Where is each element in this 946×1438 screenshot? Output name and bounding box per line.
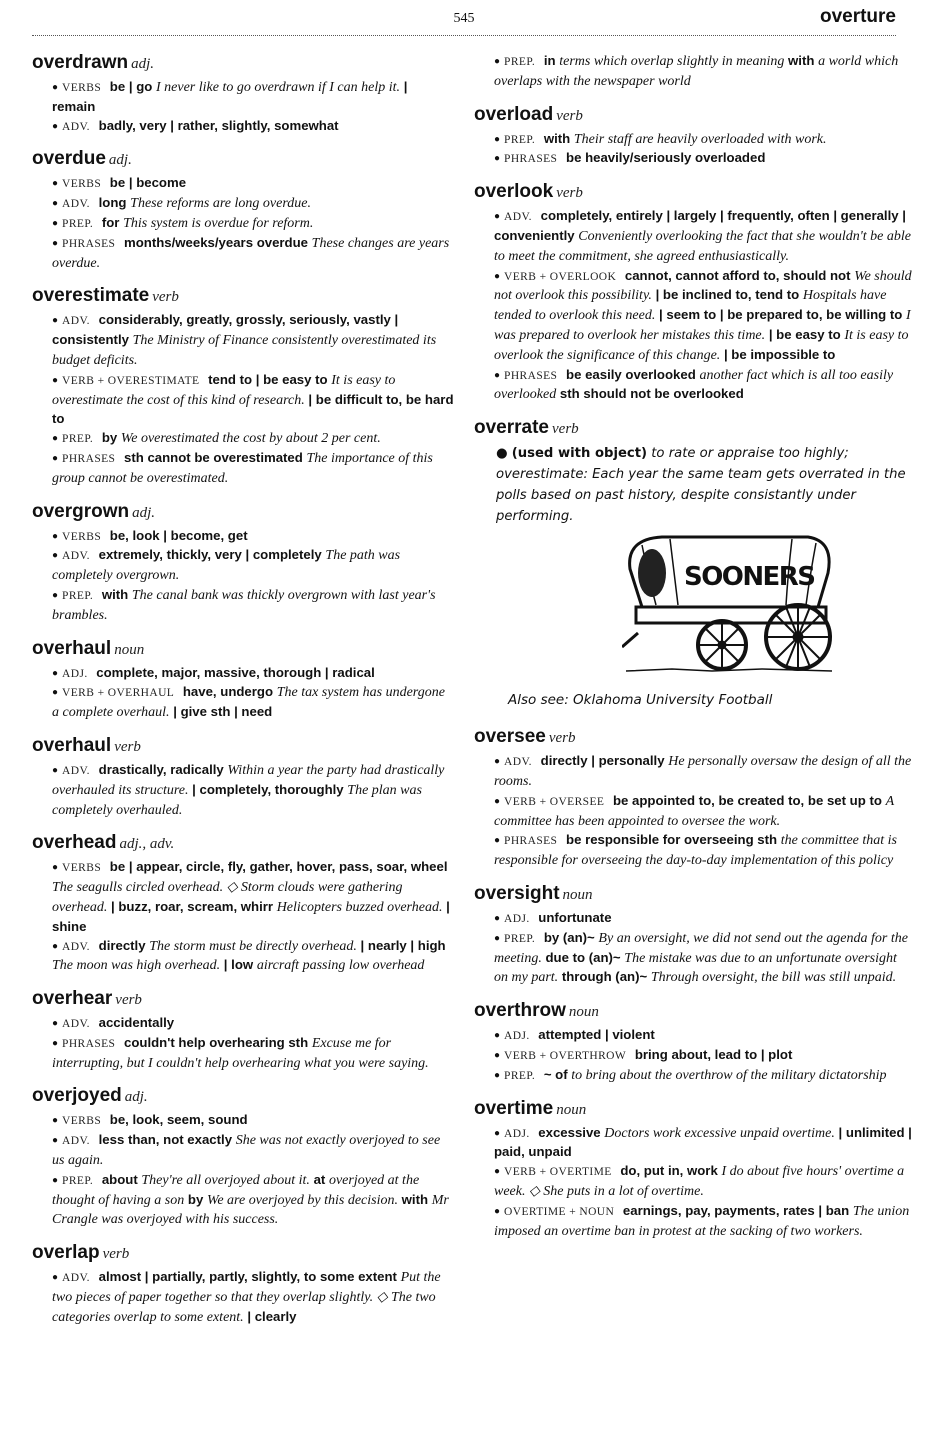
sense: [32, 546, 454, 586]
entry-overdrawn: [32, 52, 454, 136]
entry-continued: [474, 52, 912, 92]
bullet: ●: [494, 756, 501, 768]
bullet: ●: [52, 1135, 59, 1147]
bullet: ●: [494, 153, 501, 165]
grammar-label: VERB + OVERTIME: [504, 1166, 612, 1179]
bullet: ●: [52, 667, 59, 679]
example: to bring about the overthrow of the military dictatorship: [571, 1067, 887, 1083]
sense: [32, 311, 454, 370]
grammar-label: ADJ.: [62, 667, 88, 680]
part-of-speech: verb: [548, 730, 576, 747]
sense: [474, 1162, 912, 1202]
collocation: accidentally: [98, 1015, 175, 1031]
entry-overhaul: [32, 638, 454, 723]
grammar-label: ADV.: [62, 198, 90, 211]
headword: overtime: [474, 1097, 554, 1119]
grammar-label: ADV.: [62, 940, 90, 953]
collocation: | unlimited | paid, unpaid: [494, 1124, 912, 1160]
grammar-label: ADJ.: [504, 1127, 530, 1140]
collocation: less than, not exactly: [98, 1132, 233, 1148]
grammar-label: PREP.: [62, 589, 94, 602]
sense: [474, 267, 912, 366]
sense: [32, 664, 454, 684]
part-of-speech: noun: [562, 886, 593, 903]
entry-overload: [474, 104, 912, 170]
sense: [32, 858, 454, 936]
grammar-label: ADV.: [504, 211, 532, 224]
collocation: do, put in, work: [620, 1163, 718, 1179]
rear-wheel: [766, 605, 830, 669]
grammar-label: VERBS: [62, 82, 102, 94]
headword: overhaul: [32, 637, 112, 659]
bullet: ●: [494, 1030, 501, 1042]
part-of-speech: adj.: [131, 56, 155, 72]
sense: [474, 752, 912, 792]
collocation: by: [187, 1191, 204, 1207]
usage-label: (used with object): [511, 446, 648, 462]
grammar-label: PREP.: [504, 56, 536, 68]
sense: [32, 1014, 454, 1034]
bullet: ●: [52, 217, 59, 229]
example: Through oversight, the bill was still unpaid.: [650, 970, 897, 986]
example: Put the two pieces of paper together so that they overlap slightly. ◇ The two categories overlap to some extent.: [52, 1270, 441, 1325]
example: I was prepared to overlook her mistakes this time.: [494, 308, 911, 343]
bullet: ●: [52, 687, 59, 699]
example: Conveniently overlooking the fact that she wouldn't be able to meet the commitment, she agreed enthusiastically.: [494, 228, 911, 264]
collocation: through (an)~: [561, 969, 648, 985]
sense: [32, 761, 454, 820]
sense: [32, 214, 454, 234]
collocation: by: [101, 430, 118, 446]
example: We overestimated the cost by about 2 per cent.: [120, 431, 381, 447]
sense: [474, 831, 912, 871]
grammar-label: PREP.: [504, 1069, 536, 1082]
bullet: ●: [52, 862, 59, 874]
sense: [474, 792, 912, 832]
sense: [32, 194, 454, 214]
collocation: at: [313, 1171, 326, 1187]
sense: [32, 683, 454, 723]
entry-oversee: [474, 726, 912, 871]
page-number: 545: [453, 11, 475, 26]
collocation: | remain: [52, 79, 408, 114]
front-wheel: [698, 621, 746, 669]
collocation: have, undergo: [182, 684, 274, 700]
grammar-label: ADV.: [62, 315, 90, 328]
grammar-label: VERB + OVERTHROW: [504, 1049, 627, 1062]
sense: [32, 371, 454, 429]
bullet: ●: [494, 835, 501, 847]
collocation: couldn't help overhearing sth: [124, 1034, 309, 1050]
grammar-label: PREP.: [504, 133, 536, 146]
sense: [32, 174, 454, 194]
sense: [474, 130, 912, 150]
headword: overestimate: [32, 285, 150, 307]
collocation: | nearly | high: [360, 937, 446, 953]
example: The union imposed an overtime ban in protest at the sacking of two workers.: [494, 1203, 910, 1239]
collocation: by (an)~: [543, 929, 595, 945]
grammar-label: VERBS: [62, 178, 102, 191]
collocation: | shine: [52, 898, 450, 934]
collocation: | be impossible to: [723, 346, 836, 362]
grammar-label: PREP.: [62, 1174, 94, 1187]
sense: [32, 937, 454, 977]
bullet: ●: [52, 198, 59, 210]
bullet: ●: [52, 1272, 59, 1284]
also-see-note: Also see: Oklahoma University Football: [508, 692, 773, 709]
grammar-label: OVERTIME + NOUN: [504, 1205, 615, 1218]
headword: overload: [474, 103, 554, 125]
collocation: almost | partially, partly, slightly, to some extent: [98, 1269, 397, 1285]
collocation: extremely, thickly, very | completely: [98, 547, 322, 563]
example: The tax system has undergone a complete overhaul.: [52, 685, 445, 721]
sense: [32, 1268, 454, 1327]
headword: overthrow: [474, 1000, 566, 1022]
grammar-label: PREP.: [504, 932, 536, 945]
entry-oversight: [474, 883, 912, 988]
example: We should not overlook this possibility.: [494, 268, 912, 304]
grammar-label: VERB + OVERHAUL: [62, 687, 175, 700]
part-of-speech: verb: [114, 738, 141, 755]
example: Their staff are heavily overloaded with work.: [573, 131, 827, 147]
sense: [474, 1066, 912, 1086]
sense: [32, 586, 454, 626]
definition: [474, 443, 912, 527]
grammar-label: ADV.: [62, 764, 90, 777]
grammar-label: ADV.: [62, 1272, 90, 1285]
collocation: | be easy to: [768, 326, 841, 342]
headword: overdrawn: [32, 52, 129, 73]
bullet: ●: [52, 433, 59, 445]
bullet: ●: [494, 1127, 501, 1139]
collocation: about: [101, 1171, 138, 1187]
bullet: ●: [52, 178, 59, 190]
sense: [32, 1111, 454, 1131]
sense: [474, 1124, 912, 1163]
grammar-label: PHRASES: [62, 237, 116, 250]
sense: [474, 929, 912, 988]
sense: [474, 52, 912, 92]
collocation: bring about, lead to | plot: [634, 1046, 793, 1062]
entry-overjoyed: [32, 1085, 454, 1230]
grammar-label: PHRASES: [62, 1037, 116, 1050]
example: The path was completely overgrown.: [52, 548, 401, 584]
sense: [32, 1171, 454, 1230]
example: The mistake was due to an unfortunate oversight on my part.: [494, 950, 897, 986]
entry-overtime: [474, 1098, 912, 1242]
sense: [474, 1202, 912, 1242]
headword: overgrown: [32, 500, 130, 522]
collocation: for: [101, 214, 120, 230]
part-of-speech: adj.: [132, 504, 156, 521]
collocation: badly, very | rather, slightly, somewhat: [98, 117, 339, 133]
part-of-speech: verb: [102, 1246, 130, 1263]
collocation: with: [101, 586, 129, 602]
part-of-speech: verb: [552, 421, 579, 438]
example: It is easy to overestimate the cost of this kind of research.: [52, 372, 396, 408]
bullet: ●: [494, 211, 501, 223]
collocation: excessive: [538, 1124, 601, 1140]
example: I do about five hours' overtime a week. ◇ She puts in a lot of overtime.: [494, 1164, 905, 1199]
headword: overrate: [474, 417, 549, 439]
grammar-label: VERB + OVERSEE: [504, 795, 605, 808]
collocation: months/weeks/years overdue: [124, 234, 308, 250]
collocation: | seem to | be prepared to, be willing to: [659, 307, 903, 323]
example: The importance of this group cannot be overestimated.: [52, 450, 433, 486]
collocation: | completely, thoroughly: [192, 781, 344, 797]
entry-overrate: [474, 417, 912, 708]
grammar-label: PHRASES: [504, 369, 558, 382]
bullet: ●: [52, 589, 59, 601]
example: Mr Crangle was overjoyed with his success.: [52, 1192, 449, 1228]
grammar-label: PHRASES: [504, 835, 558, 848]
entry-overhear: [32, 988, 454, 1073]
bullet: ●: [494, 932, 501, 944]
sense: [32, 1131, 454, 1171]
part-of-speech: adj.: [124, 1089, 148, 1106]
entry-overdue: [32, 148, 454, 273]
part-of-speech: verb: [556, 107, 583, 124]
bullet: ●: [494, 369, 501, 381]
example: The storm must be directly overhead.: [149, 938, 357, 954]
example: another fact which is all too easily overlooked: [494, 367, 894, 403]
entry-overlook: [474, 181, 912, 405]
wagon-sign: SOONERS: [684, 562, 816, 593]
example: They're all overjoyed about it.: [141, 1172, 310, 1188]
headword: overhear: [32, 988, 113, 1010]
sense: [474, 909, 912, 929]
headword: overhead: [32, 832, 117, 854]
headword: overlook: [474, 181, 554, 203]
bullet: ●: [494, 912, 501, 924]
grammar-label: ADV.: [62, 550, 90, 563]
collocation: unfortunate: [538, 909, 612, 925]
sense: [474, 1046, 912, 1066]
bullet: ●: [494, 1069, 501, 1081]
example: The canal bank was thickly overgrown with last year's brambles.: [52, 587, 436, 623]
collocation: due to (an)~: [545, 949, 621, 965]
collocation: be appointed to, be created to, be set up to: [612, 792, 882, 808]
sense: [32, 78, 454, 117]
grammar-label: VERB + OVERLOOK: [504, 270, 617, 283]
example: These reforms are long overdue.: [130, 196, 311, 212]
collocation: be | appear, circle, fly, gather, hover, pass, soar, wheel: [109, 859, 448, 875]
example: aircraft passing low overhead: [256, 958, 425, 974]
collocation: with: [543, 130, 571, 146]
grammar-label: VERBS: [62, 530, 102, 543]
collocation: drastically, radically: [98, 761, 224, 777]
example: It is easy to overlook the significance of this change.: [494, 327, 909, 363]
bullet: ●: [52, 315, 59, 327]
running-head: overture: [819, 6, 896, 27]
headword: oversee: [474, 726, 546, 748]
bullet: ●: [494, 1166, 501, 1178]
example: By an oversight, we did not send out the agenda for the meeting.: [494, 930, 908, 966]
grammar-label: PHRASES: [62, 452, 116, 465]
part-of-speech: adj., adv.: [119, 836, 175, 853]
bullet: ●: [494, 1205, 501, 1217]
headword: overdue: [32, 148, 106, 170]
collocation: sth should not be overlooked: [559, 386, 744, 402]
grammar-label: ADJ.: [504, 912, 530, 925]
collocation: directly | personally: [540, 753, 665, 769]
collocation: be easily overlooked: [566, 366, 696, 382]
page-header: [32, 6, 896, 36]
grammar-label: ADV.: [62, 1135, 90, 1148]
sense: [32, 1034, 454, 1074]
right-column: [474, 52, 912, 1428]
grammar-label: PREP.: [62, 217, 94, 230]
grammar-label: ADV.: [62, 1018, 90, 1031]
part-of-speech: verb: [556, 185, 583, 202]
bullet: ●: [52, 1037, 59, 1049]
collocation: directly: [98, 937, 146, 953]
example: He personally oversaw the design of all the rooms.: [494, 754, 912, 789]
part-of-speech: noun: [568, 1004, 599, 1021]
grammar-label: ADV.: [62, 120, 90, 133]
covered-wagon-illustration: [622, 529, 836, 679]
collocation: be heavily/seriously overloaded: [566, 150, 766, 166]
grammar-label: VERBS: [62, 862, 102, 875]
entry-overlap: [32, 1242, 454, 1327]
example: She was not exactly overjoyed to see us again.: [52, 1133, 441, 1169]
part-of-speech: adj.: [108, 152, 132, 169]
entry-overthrow: [474, 1000, 912, 1085]
grammar-label: ADV.: [504, 756, 532, 769]
bullet: ●: [52, 237, 59, 249]
grammar-label: ADJ.: [504, 1030, 530, 1043]
collocation: in: [543, 53, 556, 68]
bullet: ●: [52, 1018, 59, 1030]
grammar-label: PREP.: [62, 433, 94, 446]
bullet: ●: [52, 940, 59, 952]
bullet: ●: [494, 1049, 501, 1061]
collocation: | low: [223, 957, 254, 973]
sense: [32, 527, 454, 547]
entry-overgrown: [32, 501, 454, 626]
example: Within a year the party had drastically overhauled its structure.: [52, 762, 445, 798]
example: terms which overlap slightly in meaning: [559, 54, 785, 69]
example: A committee has been appointed to oversee the work.: [494, 793, 894, 829]
example: The seagulls circled overhead. ◇ Storm clouds were gathering overhead.: [52, 880, 403, 915]
headword: oversight: [474, 882, 560, 904]
collocation: be | go: [109, 79, 153, 94]
sense: [474, 1026, 912, 1046]
example: We are overjoyed by this decision.: [206, 1192, 398, 1208]
example: These changes are years overdue.: [52, 235, 450, 271]
bullet: ●: [494, 270, 501, 282]
collocation: earnings, pay, payments, rates | ban: [622, 1202, 850, 1218]
example: a world which overlaps with the newspaper world: [494, 54, 899, 89]
example: This system is overdue for reform.: [123, 215, 314, 231]
collocation: be, look | become, get: [109, 527, 248, 543]
example: Doctors work excessive unpaid overtime.: [604, 1125, 835, 1141]
grammar-label: VERB + OVERESTIMATE: [62, 374, 200, 387]
sense: [474, 149, 912, 169]
example: I never like to go overdrawn if I can help it.: [156, 80, 401, 95]
collocation: completely, entirely | largely | frequently, often | generally | conveniently: [494, 208, 906, 243]
bullet: ●: [52, 530, 59, 542]
headword: overlap: [32, 1242, 100, 1264]
bullet: ●: [496, 446, 508, 462]
example: The plan was completely overhauled.: [52, 782, 422, 818]
entry-overhaul: [32, 735, 454, 820]
sense: [32, 117, 454, 137]
collocation: complete, major, massive, thorough | radical: [96, 664, 375, 680]
definition-text: to rate or appraise too highly; overestimate: Each year the same team gets overrated in the polls based on past history, despite consistantly under performing.: [496, 446, 906, 525]
bullet: ●: [52, 82, 59, 93]
sense: [474, 207, 912, 266]
bullet: ●: [52, 1115, 59, 1127]
sense: [32, 449, 454, 489]
bullet: ●: [494, 56, 501, 67]
part-of-speech: noun: [114, 641, 145, 658]
example: overjoyed at the thought of having a son: [52, 1172, 420, 1208]
bullet: ●: [52, 374, 59, 386]
bullet: ●: [494, 133, 501, 145]
grammar-label: PHRASES: [504, 153, 558, 166]
sense: [32, 234, 454, 274]
collocation: sth cannot be overestimated: [124, 449, 303, 465]
collocation: | give sth | need: [173, 704, 273, 720]
bullet: ●: [52, 764, 59, 776]
collocation: | be inclined to, tend to: [655, 287, 800, 303]
headword: overjoyed: [32, 1085, 122, 1107]
example: The Ministry of Finance consistently overestimated its budget deficits.: [52, 333, 437, 368]
headword: overhaul: [32, 734, 112, 756]
sense: [32, 429, 454, 449]
example: Hospitals have tended to overlook this need.: [494, 288, 887, 324]
example: the committee that is responsible for overseeing the day-to-day implementation of this policy: [494, 833, 898, 869]
part-of-speech: verb: [115, 992, 142, 1009]
left-column: [32, 52, 454, 1428]
collocation: ~ of: [543, 1066, 568, 1082]
bullet: ●: [52, 1174, 59, 1186]
collocation: considerably, greatly, grossly, seriously, vastly | consistently: [52, 312, 399, 348]
example: The moon was high overhead.: [52, 958, 221, 974]
example: Excuse me for interrupting, but I couldn't help overhearing what you were saying.: [52, 1035, 429, 1071]
collocation: long: [98, 195, 127, 211]
collocation: attempted | violent: [538, 1027, 655, 1043]
collocation: with: [401, 1191, 429, 1207]
example: Helicopters buzzed overhead.: [276, 899, 443, 915]
part-of-speech: verb: [152, 289, 179, 306]
part-of-speech: noun: [556, 1101, 587, 1118]
collocation: cannot, cannot afford to, should not: [624, 267, 851, 283]
bullet: ●: [52, 120, 59, 132]
collocation: with: [788, 53, 815, 68]
entry-overhead: [32, 832, 454, 976]
bullet: ●: [52, 452, 59, 464]
collocation: be | become: [109, 175, 187, 191]
bullet: ●: [52, 550, 59, 562]
collocation: | buzz, roar, scream, whirr: [111, 898, 274, 914]
collocation: be responsible for overseeing sth: [566, 832, 778, 848]
collocation: | be difficult to, be hard to: [52, 391, 454, 427]
grammar-label: VERBS: [62, 1115, 102, 1128]
bullet: ●: [494, 795, 501, 807]
collocation: be, look, seem, sound: [109, 1112, 248, 1128]
collocation: | clearly: [247, 1308, 297, 1324]
sense: [474, 366, 912, 406]
entry-overestimate: [32, 285, 454, 488]
collocation: tend to | be easy to: [208, 371, 328, 387]
